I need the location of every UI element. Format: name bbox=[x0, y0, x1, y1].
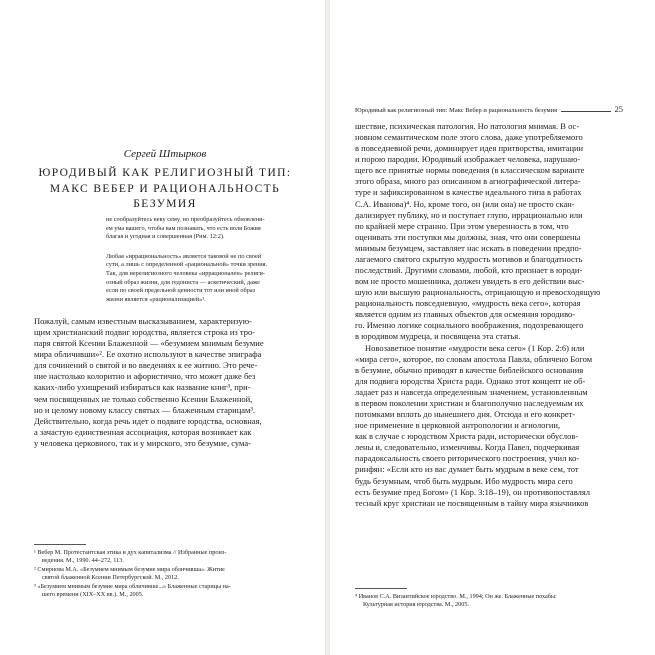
footnote-rule bbox=[34, 544, 86, 545]
text-line: Новозаветное понятие «мудрости века сего» (1 Кор. 2:6) или bbox=[365, 342, 585, 353]
text-line: в первом поколении христиан и благополучно наследуемым их bbox=[355, 397, 584, 408]
text-line: будь безумным, чтоб быть мудрым. Ибо мудрость мира сего bbox=[355, 475, 573, 486]
text-line: Действительно, когда речь идет о подвиге юродства, основная, bbox=[34, 415, 262, 426]
text-line: парадоксальность своего риторического построения, учил ко- bbox=[355, 453, 580, 464]
title-line: МАКС ВЕБЕР И РАЦИОНАЛЬНОСТЬ bbox=[49, 182, 281, 195]
text-line: как в случае с юродством Христа ради, исторически обуслов- bbox=[355, 431, 579, 442]
footnote-line: святой блаженной Ксении Петербургской. М., 2012. bbox=[42, 574, 179, 582]
paragraph bbox=[355, 121, 623, 343]
author-name: Сергей Штырков bbox=[123, 148, 207, 160]
title-line: ЮРОДИВЫЙ КАК РЕЛИГИОЗНЫЙ ТИП: bbox=[38, 167, 292, 179]
article-title bbox=[34, 166, 296, 213]
text-line: но и целому новому классу святых — блаженным старицам³. bbox=[34, 404, 256, 415]
text-line: лены и, следовательно, изменчивы. Когда Павел, подчеркивая bbox=[355, 442, 580, 453]
text-line: дализирует публику, но и поступает глупо, иррационально или bbox=[355, 209, 583, 220]
right-page bbox=[330, 0, 655, 655]
text-line: последствий. Другими словами, любой, кто признает в юроди- bbox=[355, 265, 583, 276]
text-line: а зачастую единственная ассоциация, которая возникает как bbox=[34, 426, 252, 437]
text-line: и порою пародии. Юродивый изображает человека, нарушаю- bbox=[355, 154, 581, 165]
footnote-line: Культурная история юродства. М., 2005. bbox=[363, 601, 469, 609]
epigraph-line: озный образ жизни, для гедониста — аскетический, даже bbox=[106, 278, 260, 286]
text-line: в безумие, обычно приводят в качестве библейского основания bbox=[355, 364, 584, 375]
footnote-line: ³ «Безумием мнимым безумие мира обличивше...» Блаженные старицы на- bbox=[34, 582, 231, 590]
text-line: оценивать эти поступки мы должны, зная, что они совершены bbox=[355, 231, 581, 242]
text-line: мнимым безумцем, заставляет нас искать в поведении предпо- bbox=[355, 242, 582, 253]
text-line: потомками вплоть до нынешнего дня. Отсюда и его конкрет- bbox=[355, 409, 576, 420]
epigraph-line: не сообразуйтесь веку сему, но преобразуйтесь обновлени- bbox=[106, 216, 265, 223]
text-line: паря святой Ксении Блаженной — «безумием мнимым безумие bbox=[34, 338, 264, 349]
running-head-title: Юродивый как религиозный тип: Макс Вебер и рациональность безумия bbox=[355, 107, 558, 114]
text-line: у человека церковного, так и у мирского, это безумие, сума- bbox=[34, 437, 251, 448]
text-line: лагаемого святого скрытую мудрость мотивов и благодатность bbox=[355, 253, 583, 264]
text-line: для подвига юродства Христа ради. Однако этот концепт не об- bbox=[355, 375, 586, 386]
text-line: ние настолько колоритно и афористично, что может даже без bbox=[34, 371, 256, 382]
footnote-rule bbox=[355, 588, 407, 589]
running-head bbox=[355, 104, 623, 114]
footnote-line: шего времени (XIX–XX вв.). М., 2005. bbox=[42, 591, 144, 599]
epigraph-line: ем ума вашего, чтобы вам познавать, что есть воля Божия bbox=[106, 224, 261, 232]
text-line: ное применение в церковной антропологии и агиологии, bbox=[355, 420, 561, 431]
footnote-line: ² Смирнова М.А. «Безумием мнимым безумие мира обличивша». Житие bbox=[34, 565, 225, 573]
text-line: ладает раз и навсегда определенным значением, установленным bbox=[355, 386, 588, 397]
text-line: по крайней мере странно. При этом уверенность в том, что bbox=[355, 220, 569, 231]
text-line: щего все принятые нормы поведения (в классическом варианте bbox=[355, 165, 585, 176]
text-line: новном семантическом поле этого слова, даже употребляемого bbox=[355, 132, 583, 143]
epigraph-bible bbox=[106, 216, 302, 242]
text-line: каких-либо ухищрений избираться как название книг³, при- bbox=[34, 382, 251, 393]
text-line: мира обличивши»². Ее охотно используют в качестве эпиграфа bbox=[34, 349, 262, 360]
text-line: шествие, психическая патология. Но патология мнимая. В ос- bbox=[355, 121, 580, 131]
footnote-line: ведения. М., 1990. 44–272, 113. bbox=[42, 557, 124, 565]
epigraph bbox=[106, 216, 302, 304]
title-line: БЕЗУМИЯ bbox=[133, 198, 197, 210]
text-line: С.А. Иванова)⁴. Но, кроме того, он (или она) не просто скан- bbox=[355, 198, 575, 209]
body-text-right bbox=[355, 121, 623, 509]
paragraph bbox=[355, 343, 623, 509]
left-page bbox=[0, 0, 325, 655]
text-line: шую или высшую рациональность, отрицающую и превосходящую bbox=[355, 287, 601, 298]
text-line: в повседневной речи, доминирует идея притворства, имитации bbox=[355, 143, 584, 154]
epigraph-line: если по своей предельной ценности тот или иной образ bbox=[106, 287, 256, 295]
footnotes-left bbox=[34, 549, 300, 599]
text-line: рациональность повседневную, «мудрость века сего», которая bbox=[355, 298, 581, 309]
text-line: Пожалуй, самым известным высказыванием, характеризую- bbox=[34, 316, 252, 326]
text-line: является одним из главных объектов для осмеяния юродиво- bbox=[355, 309, 576, 320]
epigraph-weber bbox=[106, 253, 302, 305]
text-line: есть безумие пред Богом» (1 Кор. 3:18–19), он противопоставлял bbox=[355, 486, 591, 497]
footnotes-right bbox=[355, 593, 623, 610]
text-line: этого образа, много раз описанном в агиографической литера- bbox=[355, 176, 581, 187]
page-number: 25 bbox=[614, 104, 623, 114]
text-line: «мира сего», которое, по словам апостола Павла, обличено Богом bbox=[355, 353, 593, 364]
text-line: щим христианский подвиг юродства, является строка из тро- bbox=[34, 327, 256, 338]
epigraph-line: сути, а лишь с определенной «рациональной» точки зрения. bbox=[106, 261, 268, 269]
footnote-line: ⁴ Иванов С.А. Византийское юродство. М., 1994; Он же. Блаженные похабы: bbox=[355, 593, 557, 600]
text-line: тесный круг христиан не посвященным в тайну мира язычников bbox=[355, 497, 589, 508]
epigraph-line: благая и угодная и совершенная (Рим. 12:2). bbox=[106, 233, 225, 241]
epigraph-line: Так, для нерелигиозного человека «иррационален» религи- bbox=[106, 269, 265, 277]
epigraph-line: Любая «иррациональность» является таковой не по своей bbox=[106, 252, 262, 260]
text-line: туре и зафиксированном в качестве идеального типа в работах bbox=[355, 187, 582, 198]
epigraph-line: жизни является «рационализацией»¹. bbox=[106, 295, 206, 303]
body-text-left bbox=[34, 316, 300, 449]
text-line: го. Именно логике социального воображения, подозревающего bbox=[355, 320, 584, 331]
text-line: ринфян: «Если кто из вас думает быть мудрым в веке сем, тот bbox=[355, 464, 579, 475]
text-line: вом не просто мошенника, должен увидеть в его действии выс- bbox=[355, 276, 585, 287]
text-line: чем посвященных не только собственно Ксении Блаженной, bbox=[34, 393, 253, 404]
footnote-line: ¹ Вебер М. Протестантская этика и дух капитализма // Избранные произ- bbox=[34, 549, 227, 556]
text-line: в юродивом мудреца, и посвящена эта статья. bbox=[355, 331, 521, 342]
text-line: для сочинений о святой и во введениях к ее житию. Это рече- bbox=[34, 360, 258, 371]
running-head-rule bbox=[561, 111, 610, 112]
